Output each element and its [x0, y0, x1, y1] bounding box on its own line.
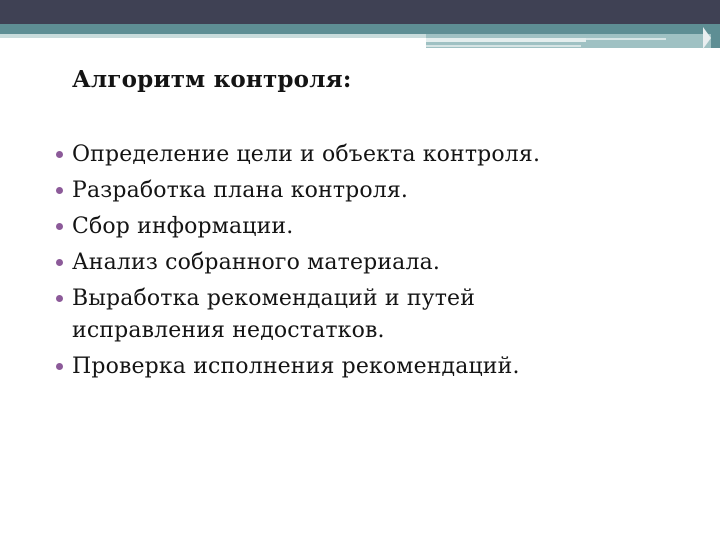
corner-arrow-icon — [703, 27, 711, 49]
list-item-text: Определение цели и объекта контроля. — [72, 142, 541, 167]
bullet-dot-icon — [56, 223, 63, 230]
bullet-dot-icon — [56, 187, 63, 194]
list-item-text: Проверка исполнения рекомендаций. — [72, 354, 520, 379]
list-item-text: Разработка плана контроля. — [72, 178, 409, 203]
header-gap-stripe — [426, 38, 586, 42]
header-dark-band — [0, 0, 720, 24]
list-item — [54, 175, 694, 207]
bullet-list — [54, 139, 694, 387]
header-thin-line-right — [586, 38, 666, 40]
list-item — [54, 283, 694, 347]
corner-block — [711, 34, 720, 48]
list-item — [54, 139, 694, 171]
bullet-dot-icon — [56, 151, 63, 158]
slide-title: Алгоритм контроля: — [72, 66, 352, 93]
list-item — [54, 211, 694, 243]
list-item-text: Анализ собранного материала. — [72, 250, 440, 275]
header-light-stripe — [0, 34, 426, 38]
header-decoration — [0, 0, 720, 48]
bullet-dot-icon — [56, 259, 63, 266]
header-teal-band — [0, 24, 720, 34]
list-item-text: Сбор информации. — [72, 214, 294, 239]
bullet-dot-icon — [56, 363, 63, 370]
list-item — [54, 351, 694, 383]
header-thin-line — [426, 45, 581, 47]
list-item — [54, 247, 694, 279]
list-item-text: Выработка рекомендаций и путей исправления недостатков. — [72, 286, 476, 343]
bullet-dot-icon — [56, 295, 63, 302]
